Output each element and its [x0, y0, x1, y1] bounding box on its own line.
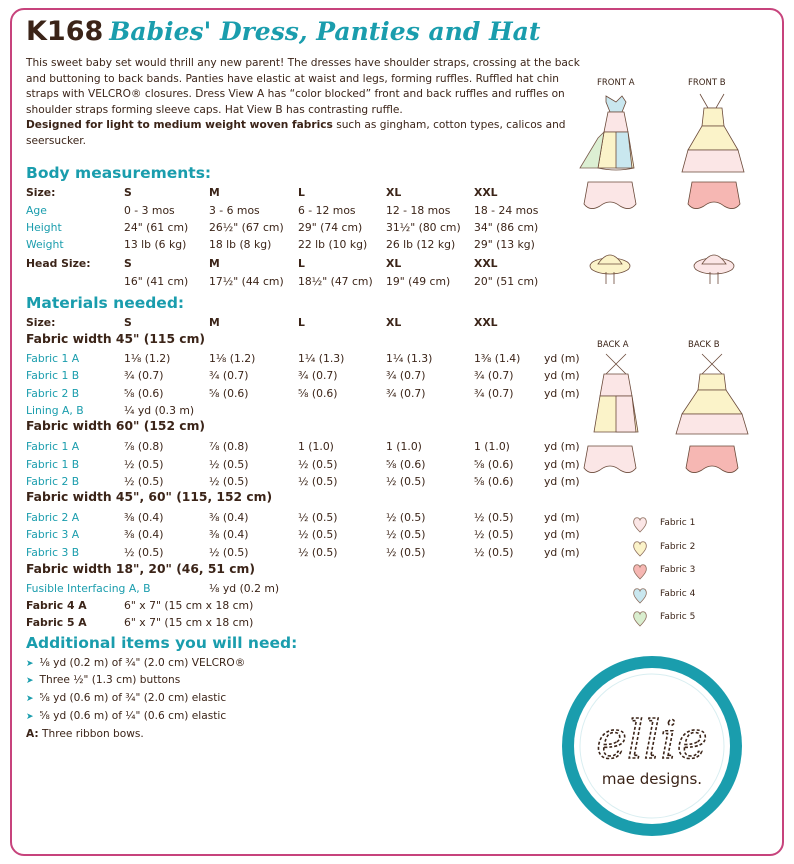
row-label: Lining A, B [26, 404, 84, 417]
cell: 6" x 7" (15 cm x 18 cm) [124, 599, 254, 612]
front-dresses-illustration [576, 90, 776, 190]
cell: 1¼ (1.3) [298, 352, 345, 365]
size-s: S [124, 257, 132, 270]
fabric-recommendation-bold: Designed for light to medium weight woven fabrics [26, 119, 333, 131]
cell: ½ (0.5) [124, 458, 164, 471]
panties-a [584, 182, 636, 209]
cell: ½ (0.5) [298, 546, 338, 559]
legend-fabric-2 [632, 540, 696, 561]
cell: ⅝ (0.6) [209, 387, 249, 400]
cell: 18 - 24 mos [474, 204, 539, 217]
legend-swatch-5 [634, 612, 647, 626]
item-text: ⅝ yd (0.6 m) of ¼" (0.6 cm) elastic [39, 710, 227, 722]
back-panties-b [686, 446, 738, 473]
cell: ½ (0.5) [474, 528, 514, 541]
cell: ⅞ (0.8) [209, 440, 249, 453]
note-text: Three ribbon bows. [38, 728, 144, 740]
cell: 18 lb (8 kg) [209, 238, 272, 251]
size-xxl: XXL [474, 316, 498, 329]
fabric-width-45-heading: Fabric width 45" (115 cm) [26, 332, 206, 346]
cell: 1 (1.0) [386, 440, 422, 453]
front-b-label: FRONT B [688, 78, 726, 88]
cell: ⅝ (0.6) [124, 387, 164, 400]
fabric-width-18-20-heading: Fabric width 18", 20" (46, 51 cm) [26, 562, 255, 576]
cell: ½ (0.5) [386, 475, 426, 488]
legend-fabric-4 [632, 587, 696, 608]
cell: ½ (0.5) [298, 528, 338, 541]
cell: ⅝ (0.6) [386, 458, 426, 471]
fabric-recommendation: such as gingham, cotton types, calicos and seersucker. [26, 119, 566, 147]
arrow-icon: ➤ [26, 676, 34, 686]
arrow-icon: ➤ [26, 712, 34, 722]
cell: 31½" (80 cm) [386, 221, 461, 234]
cell: ½ (0.5) [124, 475, 164, 488]
pattern-name: Babies' Dress, Panties and Hat [109, 17, 541, 46]
row-label: Fabric 1 A [26, 440, 80, 453]
cell: 20" (51 cm) [474, 275, 539, 288]
row-label: Fabric 1 B [26, 458, 80, 471]
row-label: Fabric 3 B [26, 546, 80, 559]
body-measurements-heading: Body measurements: [26, 164, 212, 182]
list-item [26, 672, 180, 690]
pattern-code: K168 [26, 16, 104, 47]
size-label: Size: [26, 316, 56, 329]
row-label: Fabric 1 B [26, 369, 80, 382]
cell: 1¼ (1.3) [386, 352, 433, 365]
additional-items-heading: Additional items you will need: [26, 634, 298, 652]
cell: ⅝ (0.6) [474, 458, 514, 471]
intro-paragraph [26, 56, 586, 149]
front-a-label: FRONT A [597, 78, 635, 88]
legend-fabric-5 [632, 610, 696, 631]
size-l: L [298, 316, 305, 329]
item-text: ⅛ yd (0.2 m) of ¾" (2.0 cm) VELCRO® [39, 657, 246, 669]
legend-label: Fabric 4 [660, 589, 696, 599]
cell: 1 (1.0) [474, 440, 510, 453]
cell: 12 - 18 mos [386, 204, 451, 217]
heart-icon [632, 516, 648, 534]
size-m: M [209, 257, 220, 270]
unit: yd (m) [544, 458, 580, 471]
cell: ¾ (0.7) [386, 387, 426, 400]
cell: 3 - 6 mos [209, 204, 260, 217]
unit: yd (m) [544, 440, 580, 453]
back-b-label: BACK B [688, 340, 720, 350]
cell: ½ (0.5) [386, 546, 426, 559]
cell: ¾ (0.7) [209, 369, 249, 382]
arrow-icon: ➤ [26, 659, 34, 669]
cell: 1⅛ (1.2) [124, 352, 171, 365]
cell: ½ (0.5) [474, 511, 514, 524]
size-xl: XL [386, 186, 402, 199]
heart-icon [632, 610, 648, 628]
legend-label: Fabric 3 [660, 565, 696, 575]
row-label: Fabric 3 A [26, 528, 80, 541]
unit: yd (m) [544, 528, 580, 541]
cell: ⅜ (0.4) [124, 528, 164, 541]
list-item [26, 690, 226, 708]
cell: ½ (0.5) [298, 458, 338, 471]
panties-b [688, 182, 740, 209]
size-m: M [209, 186, 220, 199]
legend-label: Fabric 2 [660, 542, 696, 552]
fabric-width-45-60-heading: Fabric width 45", 60" (115, 152 cm) [26, 490, 273, 504]
cell: ½ (0.5) [386, 528, 426, 541]
row-label: Age [26, 204, 47, 217]
size-xl: XL [386, 316, 402, 329]
list-item [26, 655, 245, 673]
size-l: L [298, 257, 305, 270]
legend-swatch-3 [634, 565, 647, 579]
back-a-dress [594, 354, 638, 432]
cell: 18½" (47 cm) [298, 275, 373, 288]
hat-b [694, 255, 734, 284]
item-text: ⅝ yd (0.6 m) of ¾" (2.0 cm) elastic [39, 692, 227, 704]
back-panties-a [584, 446, 636, 473]
item-text: Three ½" (1.3 cm) buttons [39, 674, 181, 686]
materials-heading: Materials needed: [26, 294, 185, 312]
cell: 16" (41 cm) [124, 275, 189, 288]
unit: yd (m) [544, 387, 580, 400]
back-a-label: BACK A [597, 340, 629, 350]
cell: 24" (61 cm) [124, 221, 189, 234]
legend-swatch-1 [634, 518, 647, 532]
size-xl: XL [386, 257, 402, 270]
cell: 19" (49 cm) [386, 275, 451, 288]
unit: yd (m) [544, 511, 580, 524]
cell: ⅞ (0.8) [124, 440, 164, 453]
legend-fabric-3 [632, 563, 696, 584]
cell: ½ (0.5) [209, 546, 249, 559]
cell: ¼ yd (0.3 m) [124, 404, 195, 417]
cell: ½ (0.5) [209, 475, 249, 488]
legend-label: Fabric 1 [660, 518, 696, 528]
cell: 6" x 7" (15 cm x 18 cm) [124, 616, 254, 629]
legend-swatch-4 [634, 589, 647, 603]
cell: ½ (0.5) [298, 511, 338, 524]
panties-and-hats-illustration [580, 178, 770, 290]
size-s: S [124, 316, 132, 329]
row-label: Height [26, 221, 62, 234]
row-label: Fusible Interfacing A, B [26, 582, 151, 595]
heart-icon [632, 587, 648, 605]
fabric-width-60-heading: Fabric width 60" (152 cm) [26, 419, 206, 433]
cell: ½ (0.5) [209, 458, 249, 471]
cell: ⅜ (0.4) [209, 528, 249, 541]
cell: 13 lb (6 kg) [124, 238, 187, 251]
cell: 1 (1.0) [298, 440, 334, 453]
cell: 1⅛ (1.2) [209, 352, 256, 365]
unit: yd (m) [544, 352, 580, 365]
cell: ⅜ (0.4) [124, 511, 164, 524]
cell: 0 - 3 mos [124, 204, 175, 217]
size-xxl: XXL [474, 186, 498, 199]
row-label: Fabric 2 A [26, 511, 80, 524]
cell: 26½" (67 cm) [209, 221, 284, 234]
head-size-label: Head Size: [26, 257, 91, 270]
intro-text: This sweet baby set would thrill any new parent! The dresses have shoulder straps, crossing at the back and buttoning to back bands. Panties have elastic at waist and legs, forming ruffles. Ruffled hat chin straps with VELCRO® closures. Dress View A has “color blocked” front and back ruffles and ruffles on shoulder straps forming sleeve caps. Hat View B has contrasting ruffle. [26, 57, 580, 116]
cell: 34" (86 cm) [474, 221, 539, 234]
legend-fabric-1 [632, 516, 696, 537]
unit: yd (m) [544, 546, 580, 559]
cell: 29" (13 kg) [474, 238, 535, 251]
cell: ¾ (0.7) [474, 387, 514, 400]
heart-icon [632, 540, 648, 558]
unit: yd (m) [544, 475, 580, 488]
page-title [26, 16, 540, 54]
cell: 17½" (44 cm) [209, 275, 284, 288]
ellie-mae-logo [558, 652, 746, 840]
row-label: Fabric 2 B [26, 387, 80, 400]
cell: ¾ (0.7) [298, 369, 338, 382]
front-a-dress [580, 96, 634, 170]
note-bold: A: [26, 728, 39, 740]
list-item [26, 708, 226, 726]
size-m: M [209, 316, 220, 329]
logo-subtitle: mae designs. [601, 770, 703, 788]
back-dresses-illustration [576, 350, 776, 500]
cell: 26 lb (12 kg) [386, 238, 456, 251]
cell: ½ (0.5) [386, 511, 426, 524]
front-b-dress [682, 94, 744, 172]
cell: 6 - 12 mos [298, 204, 356, 217]
cell: ½ (0.5) [474, 546, 514, 559]
cell: ½ (0.5) [298, 475, 338, 488]
cell: ¾ (0.7) [474, 369, 514, 382]
size-s: S [124, 186, 132, 199]
cell: ½ (0.5) [124, 546, 164, 559]
arrow-icon: ➤ [26, 694, 34, 704]
cell: ¾ (0.7) [386, 369, 426, 382]
cell: 22 lb (10 kg) [298, 238, 368, 251]
cell: 29" (74 cm) [298, 221, 363, 234]
cell: 1⅜ (1.4) [474, 352, 521, 365]
row-label: Fabric 2 B [26, 475, 80, 488]
row-label: Fabric 1 A [26, 352, 80, 365]
legend-swatch-2 [634, 542, 647, 556]
row-label: Fabric 4 A [26, 599, 87, 612]
cell: ⅝ (0.6) [474, 475, 514, 488]
cell: ¾ (0.7) [124, 369, 164, 382]
back-b-dress [676, 354, 748, 434]
hat-a [590, 255, 630, 284]
heart-icon [632, 563, 648, 581]
row-label: Weight [26, 238, 64, 251]
size-label: Size: [26, 186, 56, 199]
cell: ⅜ (0.4) [209, 511, 249, 524]
row-label: Fabric 5 A [26, 616, 87, 629]
unit: yd (m) [544, 369, 580, 382]
size-xxl: XXL [474, 257, 498, 270]
logo-brand: ellie [596, 711, 708, 771]
cell: ⅛ yd (0.2 m) [209, 582, 280, 595]
note [26, 726, 144, 743]
cell: ⅝ (0.6) [298, 387, 338, 400]
legend-label: Fabric 5 [660, 612, 696, 622]
size-l: L [298, 186, 305, 199]
